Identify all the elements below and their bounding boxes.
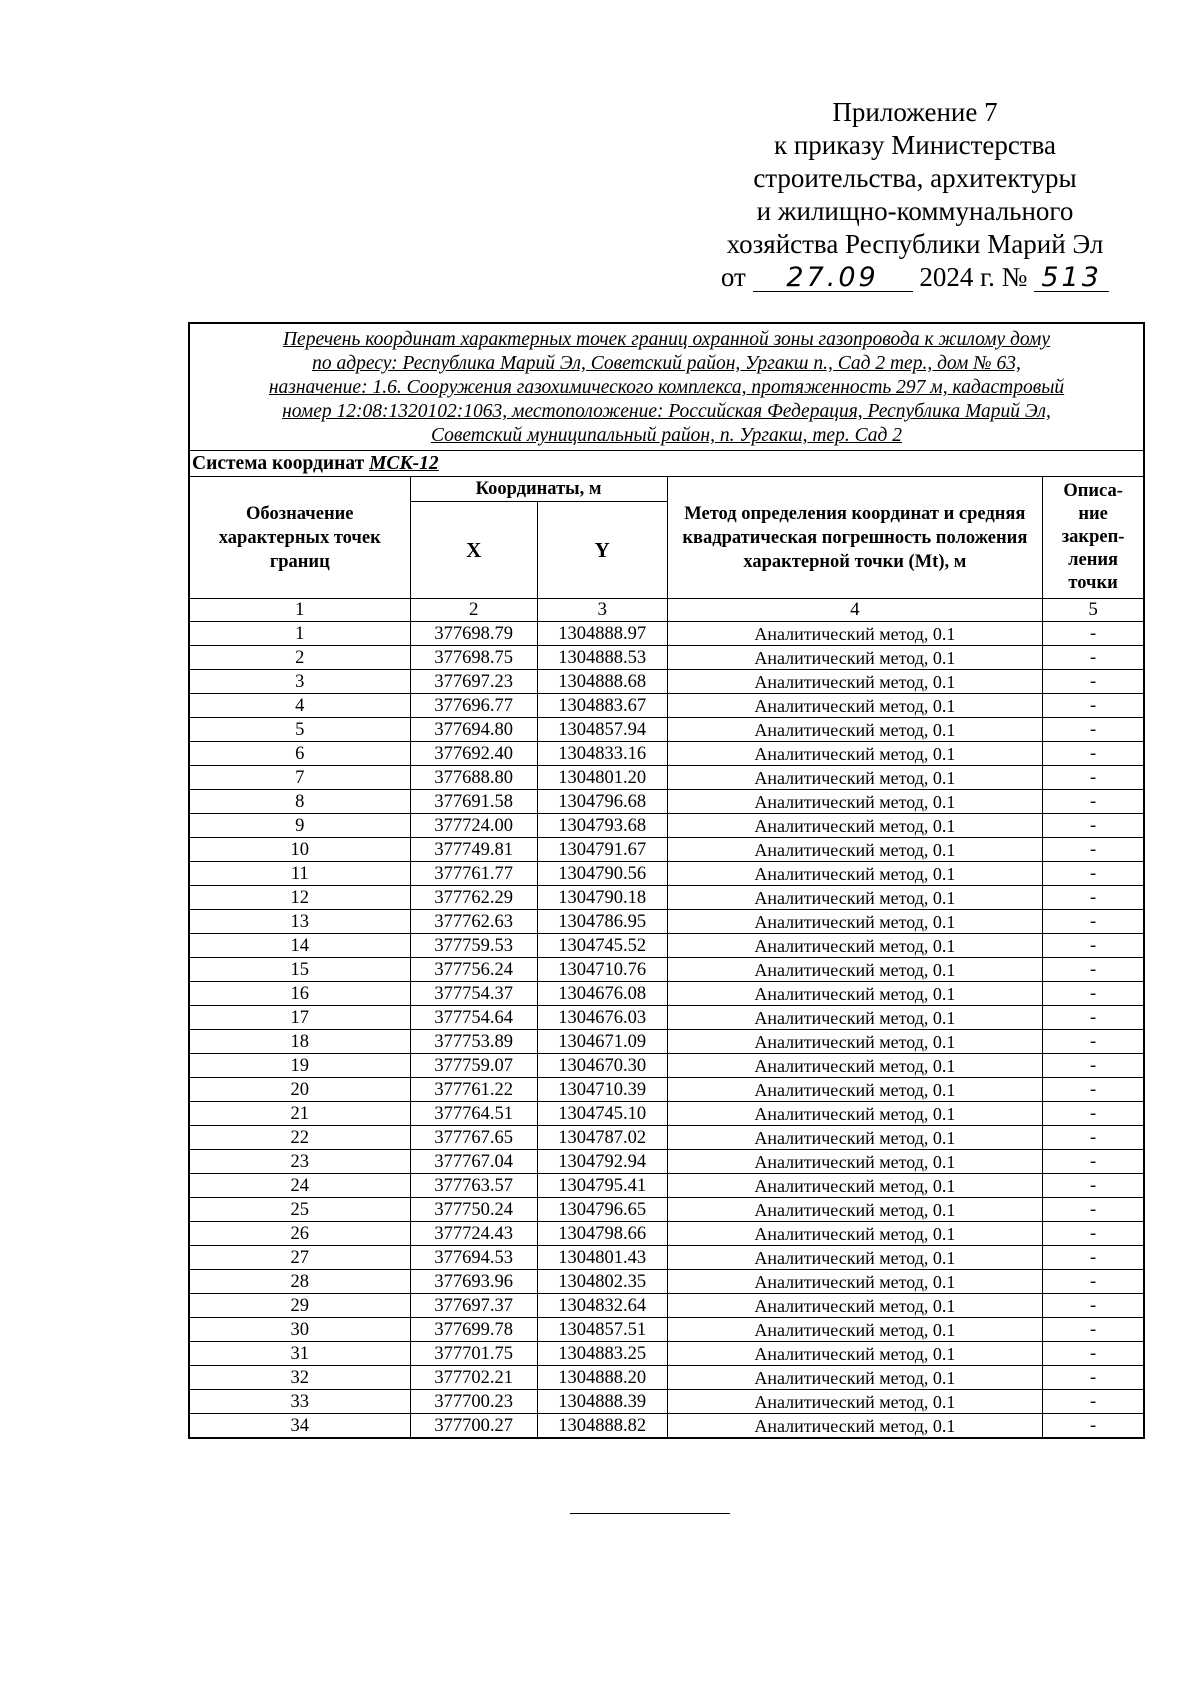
date-prefix: от [720, 262, 746, 292]
point-number: 23 [189, 1150, 410, 1174]
table-row [189, 1390, 1144, 1414]
method-cell: Аналитический метод, 0.1 [667, 718, 1043, 742]
fixation-cell: - [1043, 790, 1144, 814]
header-line: хозяйства Республики Марий Эл [726, 229, 1104, 259]
method-cell: Аналитический метод, 0.1 [667, 646, 1043, 670]
method-cell: Аналитический метод, 0.1 [667, 1318, 1043, 1342]
coord-y: 1304883.25 [537, 1342, 667, 1366]
table-row [189, 1006, 1144, 1030]
coord-y: 1304883.67 [537, 694, 667, 718]
method-cell: Аналитический метод, 0.1 [667, 1342, 1043, 1366]
column-number: 2 [410, 599, 537, 622]
point-number: 31 [189, 1342, 410, 1366]
coord-x: 377692.40 [410, 742, 537, 766]
method-cell: Аналитический метод, 0.1 [667, 838, 1043, 862]
fixation-cell: - [1043, 934, 1144, 958]
point-number: 14 [189, 934, 410, 958]
table-row [189, 622, 1144, 646]
point-number: 28 [189, 1270, 410, 1294]
fixation-cell: - [1043, 1270, 1144, 1294]
coord-x: 377763.57 [410, 1174, 537, 1198]
header-line: строительства, архитектуры [753, 163, 1077, 193]
table-row [189, 670, 1144, 694]
point-number: 6 [189, 742, 410, 766]
method-cell: Аналитический метод, 0.1 [667, 1294, 1043, 1318]
coord-y: 1304745.52 [537, 934, 667, 958]
column-number: 3 [537, 599, 667, 622]
fixation-cell: - [1043, 742, 1144, 766]
fixation-cell: - [1043, 694, 1144, 718]
table-title-row [189, 323, 1144, 451]
fixation-cell: - [1043, 1366, 1144, 1390]
fixation-cell: - [1043, 1102, 1144, 1126]
table-row [189, 718, 1144, 742]
fixation-cell: - [1043, 1174, 1144, 1198]
header-point-designation: Обозначение характерных точек границ [189, 477, 410, 599]
coord-y: 1304787.02 [537, 1126, 667, 1150]
coord-x: 377759.53 [410, 934, 537, 958]
method-cell: Аналитический метод, 0.1 [667, 1198, 1043, 1222]
coord-y: 1304710.39 [537, 1078, 667, 1102]
coordinates-table [188, 322, 1145, 1439]
fixation-cell: - [1043, 1318, 1144, 1342]
fixation-cell: - [1043, 718, 1144, 742]
method-cell: Аналитический метод, 0.1 [667, 1078, 1043, 1102]
table-title-line: назначение: 1.6. Сооружения газохимического комплекса, протяженность 297 м, кадастровый [268, 377, 1065, 398]
point-number: 1 [189, 622, 410, 646]
fixation-cell: - [1043, 1030, 1144, 1054]
fixation-cell: - [1043, 1150, 1144, 1174]
method-cell: Аналитический метод, 0.1 [667, 1150, 1043, 1174]
handwritten-order-number: 513 [1034, 265, 1109, 292]
header-row [189, 477, 1144, 502]
coord-y: 1304790.56 [537, 862, 667, 886]
fixation-cell: - [1043, 814, 1144, 838]
coord-x: 377701.75 [410, 1342, 537, 1366]
header-line: и жилищно-коммунального [756, 196, 1074, 226]
method-cell: Аналитический метод, 0.1 [667, 1126, 1043, 1150]
method-cell: Аналитический метод, 0.1 [667, 694, 1043, 718]
point-number: 30 [189, 1318, 410, 1342]
coord-y: 1304888.82 [537, 1414, 667, 1439]
coord-x: 377724.00 [410, 814, 537, 838]
column-number-row [189, 599, 1144, 622]
table-title [189, 323, 1144, 451]
table-row [189, 838, 1144, 862]
fixation-cell: - [1043, 646, 1144, 670]
point-number: 10 [189, 838, 410, 862]
coord-y: 1304790.18 [537, 886, 667, 910]
table-row [189, 766, 1144, 790]
table-title-line: по адресу: Республика Марий Эл, Советский район, Ургакш п., Сад 2 тер., дом № 63, [312, 353, 1021, 374]
header-line: Приложение 7 [832, 97, 998, 127]
method-cell: Аналитический метод, 0.1 [667, 958, 1043, 982]
coord-y: 1304796.65 [537, 1198, 667, 1222]
table-row [189, 1270, 1144, 1294]
table-title-line: Советский муниципальный район, п. Ургакш, тер. Сад 2 [431, 425, 902, 446]
coord-x: 377756.24 [410, 958, 537, 982]
table-row [189, 1198, 1144, 1222]
coord-system-value: МСК-12 [369, 452, 439, 474]
coord-y: 1304802.35 [537, 1270, 667, 1294]
header-method: Метод определения координат и средняя квадратическая погрешность положения характерной точки (Mt), м [667, 477, 1043, 599]
table-row [189, 1222, 1144, 1246]
column-number: 5 [1043, 599, 1144, 622]
coord-x: 377691.58 [410, 790, 537, 814]
coord-x: 377688.80 [410, 766, 537, 790]
point-number: 16 [189, 982, 410, 1006]
coord-x: 377694.80 [410, 718, 537, 742]
coord-y: 1304832.64 [537, 1294, 667, 1318]
coord-x: 377693.96 [410, 1270, 537, 1294]
table-row [189, 1246, 1144, 1270]
coord-x: 377761.22 [410, 1078, 537, 1102]
point-number: 11 [189, 862, 410, 886]
table-row [189, 1294, 1144, 1318]
fixation-cell: - [1043, 766, 1144, 790]
point-number: 7 [189, 766, 410, 790]
point-number: 2 [189, 646, 410, 670]
fixation-cell: - [1043, 1414, 1144, 1439]
header-coordinates: Координаты, м [410, 477, 667, 502]
coord-y: 1304786.95 [537, 910, 667, 934]
table-row [189, 1366, 1144, 1390]
table-row [189, 1414, 1144, 1439]
coord-x: 377702.21 [410, 1366, 537, 1390]
method-cell: Аналитический метод, 0.1 [667, 1270, 1043, 1294]
fixation-cell: - [1043, 1054, 1144, 1078]
point-number: 33 [189, 1390, 410, 1414]
coord-system-row [189, 451, 1144, 477]
method-cell: Аналитический метод, 0.1 [667, 982, 1043, 1006]
year-number-label: 2024 г. № [919, 262, 1028, 292]
coord-x: 377697.23 [410, 670, 537, 694]
fixation-cell: - [1043, 982, 1144, 1006]
method-cell: Аналитический метод, 0.1 [667, 622, 1043, 646]
coord-x: 377753.89 [410, 1030, 537, 1054]
point-number: 15 [189, 958, 410, 982]
fixation-cell: - [1043, 1222, 1144, 1246]
coord-y: 1304796.68 [537, 790, 667, 814]
coord-y: 1304801.20 [537, 766, 667, 790]
fixation-cell: - [1043, 838, 1144, 862]
method-cell: Аналитический метод, 0.1 [667, 1030, 1043, 1054]
method-cell: Аналитический метод, 0.1 [667, 1102, 1043, 1126]
point-number: 9 [189, 814, 410, 838]
appendix-header [690, 96, 1140, 294]
table-row [189, 934, 1144, 958]
method-cell: Аналитический метод, 0.1 [667, 1054, 1043, 1078]
coord-y: 1304791.67 [537, 838, 667, 862]
method-cell: Аналитический метод, 0.1 [667, 1246, 1043, 1270]
coord-x: 377754.37 [410, 982, 537, 1006]
fixation-cell: - [1043, 1078, 1144, 1102]
point-number: 32 [189, 1366, 410, 1390]
method-cell: Аналитический метод, 0.1 [667, 766, 1043, 790]
coord-y: 1304671.09 [537, 1030, 667, 1054]
coord-x: 377749.81 [410, 838, 537, 862]
coord-y: 1304798.66 [537, 1222, 667, 1246]
fixation-cell: - [1043, 1390, 1144, 1414]
table-row [189, 862, 1144, 886]
column-number: 1 [189, 599, 410, 622]
fixation-cell: - [1043, 1294, 1144, 1318]
fixation-cell: - [1043, 1246, 1144, 1270]
fixation-cell: - [1043, 886, 1144, 910]
point-number: 34 [189, 1414, 410, 1439]
table-row [189, 1318, 1144, 1342]
method-cell: Аналитический метод, 0.1 [667, 1366, 1043, 1390]
coord-x: 377767.65 [410, 1126, 537, 1150]
method-cell: Аналитический метод, 0.1 [667, 1174, 1043, 1198]
coord-y: 1304670.30 [537, 1054, 667, 1078]
table-row [189, 646, 1144, 670]
point-number: 25 [189, 1198, 410, 1222]
coord-x: 377696.77 [410, 694, 537, 718]
header-line: к приказу Министерства [773, 130, 1057, 160]
method-cell: Аналитический метод, 0.1 [667, 1390, 1043, 1414]
coord-y: 1304792.94 [537, 1150, 667, 1174]
coord-x: 377761.77 [410, 862, 537, 886]
point-number: 4 [189, 694, 410, 718]
handwritten-date: 27.09 [753, 265, 913, 292]
coord-y: 1304793.68 [537, 814, 667, 838]
fixation-cell: - [1043, 1342, 1144, 1366]
method-cell: Аналитический метод, 0.1 [667, 910, 1043, 934]
table-row [189, 886, 1144, 910]
table-row [189, 1054, 1144, 1078]
coord-y: 1304676.08 [537, 982, 667, 1006]
fixation-cell: - [1043, 910, 1144, 934]
table-title-line: Перечень координат характерных точек границ охранной зоны газопровода к жилому дому [282, 329, 1051, 350]
coord-x: 377767.04 [410, 1150, 537, 1174]
table-row [189, 1150, 1144, 1174]
coord-y: 1304888.20 [537, 1366, 667, 1390]
table-row [189, 694, 1144, 718]
header-fixation-description: Описа-ние закреп-ления точки [1043, 477, 1144, 599]
table-row [189, 982, 1144, 1006]
coord-x: 377762.63 [410, 910, 537, 934]
coord-x: 377699.78 [410, 1318, 537, 1342]
coord-y: 1304857.94 [537, 718, 667, 742]
fixation-cell: - [1043, 670, 1144, 694]
coord-system-label: Система координат [192, 452, 365, 474]
point-number: 26 [189, 1222, 410, 1246]
fixation-cell: - [1043, 1198, 1144, 1222]
point-number: 24 [189, 1174, 410, 1198]
point-number: 12 [189, 886, 410, 910]
fixation-cell: - [1043, 622, 1144, 646]
table-row [189, 1030, 1144, 1054]
method-cell: Аналитический метод, 0.1 [667, 790, 1043, 814]
fixation-cell: - [1043, 1006, 1144, 1030]
point-number: 8 [189, 790, 410, 814]
coord-x: 377694.53 [410, 1246, 537, 1270]
table-row [189, 1342, 1144, 1366]
point-number: 3 [189, 670, 410, 694]
method-cell: Аналитический метод, 0.1 [667, 1222, 1043, 1246]
order-date-line [690, 261, 1140, 294]
point-number: 5 [189, 718, 410, 742]
point-number: 22 [189, 1126, 410, 1150]
coord-y: 1304857.51 [537, 1318, 667, 1342]
method-cell: Аналитический метод, 0.1 [667, 1006, 1043, 1030]
coord-y: 1304676.03 [537, 1006, 667, 1030]
table-row [189, 742, 1144, 766]
column-number: 4 [667, 599, 1043, 622]
point-number: 13 [189, 910, 410, 934]
coord-x: 377698.79 [410, 622, 537, 646]
coord-x: 377698.75 [410, 646, 537, 670]
point-number: 17 [189, 1006, 410, 1030]
method-cell: Аналитический метод, 0.1 [667, 742, 1043, 766]
point-number: 29 [189, 1294, 410, 1318]
coord-x: 377700.27 [410, 1414, 537, 1439]
fixation-cell: - [1043, 862, 1144, 886]
method-cell: Аналитический метод, 0.1 [667, 1414, 1043, 1439]
table-row [189, 958, 1144, 982]
header-x: X [410, 502, 537, 599]
table-row [189, 1078, 1144, 1102]
coord-x: 377697.37 [410, 1294, 537, 1318]
coord-y: 1304888.97 [537, 622, 667, 646]
coord-y: 1304745.10 [537, 1102, 667, 1126]
coord-x: 377764.51 [410, 1102, 537, 1126]
coord-x: 377754.64 [410, 1006, 537, 1030]
header-y: Y [537, 502, 667, 599]
point-number: 19 [189, 1054, 410, 1078]
coord-y: 1304833.16 [537, 742, 667, 766]
coord-y: 1304801.43 [537, 1246, 667, 1270]
point-number: 21 [189, 1102, 410, 1126]
coord-x: 377762.29 [410, 886, 537, 910]
method-cell: Аналитический метод, 0.1 [667, 670, 1043, 694]
coord-system [189, 451, 1144, 477]
end-divider [570, 1513, 730, 1514]
point-number: 20 [189, 1078, 410, 1102]
table-row [189, 1174, 1144, 1198]
coord-x: 377759.07 [410, 1054, 537, 1078]
point-number: 27 [189, 1246, 410, 1270]
table-row [189, 1126, 1144, 1150]
method-cell: Аналитический метод, 0.1 [667, 862, 1043, 886]
method-cell: Аналитический метод, 0.1 [667, 934, 1043, 958]
coord-y: 1304888.53 [537, 646, 667, 670]
coord-y: 1304710.76 [537, 958, 667, 982]
table-title-line: номер 12:08:1320102:1063, местоположение: Российская Федерация, Республика Марий Эл, [282, 401, 1051, 422]
coord-y: 1304888.68 [537, 670, 667, 694]
coord-y: 1304795.41 [537, 1174, 667, 1198]
method-cell: Аналитический метод, 0.1 [667, 814, 1043, 838]
coord-x: 377750.24 [410, 1198, 537, 1222]
point-number: 18 [189, 1030, 410, 1054]
table-row [189, 1102, 1144, 1126]
coord-y: 1304888.39 [537, 1390, 667, 1414]
method-cell: Аналитический метод, 0.1 [667, 886, 1043, 910]
coord-x: 377724.43 [410, 1222, 537, 1246]
table-row [189, 790, 1144, 814]
table-row [189, 814, 1144, 838]
table-row [189, 910, 1144, 934]
coord-x: 377700.23 [410, 1390, 537, 1414]
fixation-cell: - [1043, 1126, 1144, 1150]
fixation-cell: - [1043, 958, 1144, 982]
